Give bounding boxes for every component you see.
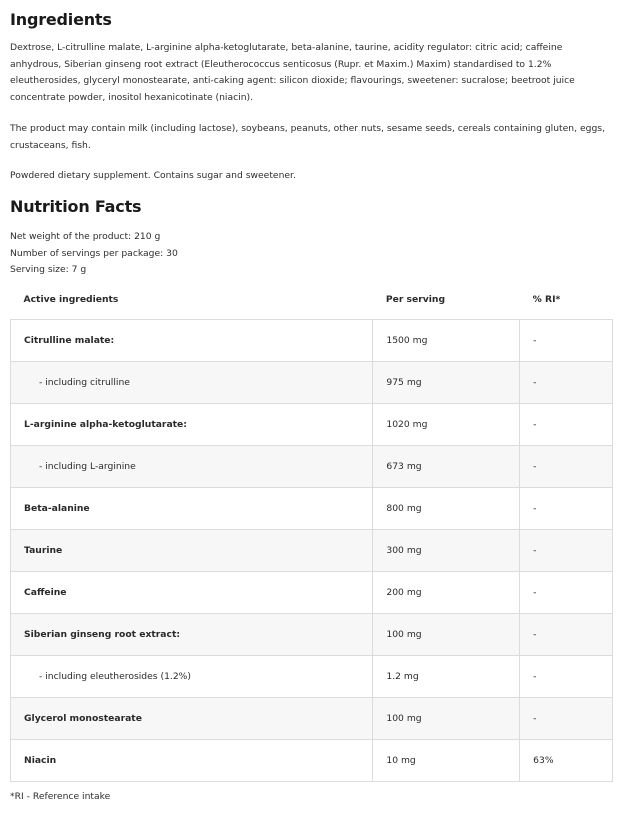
table-row <box>11 362 613 404</box>
ingredient-ri: - <box>520 446 613 488</box>
column-header-ingredient: Active ingredients <box>23 293 119 305</box>
nutrition-table <box>10 279 613 782</box>
ingredient-amount: 100 mg <box>373 614 520 656</box>
table-row <box>11 530 613 572</box>
ingredient-name: Beta-alanine <box>11 488 373 530</box>
column-header-per-serving: Per serving <box>385 293 446 305</box>
table-row <box>11 656 613 698</box>
ingredient-name: L-arginine alpha-ketoglutarate: <box>11 404 373 446</box>
ingredient-ri: - <box>520 572 613 614</box>
ingredient-amount: 673 mg <box>373 446 520 488</box>
product-description: Powdered dietary supplement. Contains sugar and sweetener. <box>10 170 296 181</box>
ingredient-amount: 10 mg <box>373 740 520 782</box>
servings-per-package: Number of servings per package: 30 <box>10 247 178 259</box>
ingredient-name: Niacin <box>11 740 373 782</box>
table-row <box>11 614 613 656</box>
nutrition-heading: Nutrition Facts <box>10 197 142 216</box>
ingredient-amount: 975 mg <box>373 362 520 404</box>
ingredient-name: - including citrulline <box>11 362 373 404</box>
ingredient-ri: - <box>520 530 613 572</box>
table-row <box>11 572 613 614</box>
ingredient-name: Taurine <box>11 530 373 572</box>
column-header-ri: % RI* <box>532 293 561 305</box>
ingredient-ri: - <box>520 404 613 446</box>
ingredient-amount: 100 mg <box>373 698 520 740</box>
ingredient-amount: 800 mg <box>373 488 520 530</box>
ingredient-amount: 1020 mg <box>373 404 520 446</box>
ingredient-name: Siberian ginseng root extract: <box>11 614 373 656</box>
ingredient-name: - including eleutherosides (1.2%) <box>11 656 373 698</box>
table-header-row <box>11 279 613 320</box>
ingredient-name: Glycerol monostearate <box>11 698 373 740</box>
ingredient-ri: - <box>520 656 613 698</box>
ingredient-name: Caffeine <box>11 572 373 614</box>
ingredient-ri: - <box>520 320 613 362</box>
ingredient-ri: 63% <box>520 740 613 782</box>
ingredient-name: Citrulline malate: <box>11 320 373 362</box>
table-row <box>11 698 613 740</box>
ingredient-ri: - <box>520 488 613 530</box>
ingredient-amount: 300 mg <box>373 530 520 572</box>
nutrition-meta <box>10 229 178 279</box>
ingredient-ri: - <box>520 698 613 740</box>
ingredient-amount: 1.2 mg <box>373 656 520 698</box>
serving-size: Serving size: 7 g <box>10 264 87 275</box>
allergen-statement: The product may contain milk (including lactose), soybeans, peanuts, other nuts, sesame seeds, cereals containing gluten, eggs, crustaceans, fish. <box>10 123 605 151</box>
ingredient-name: - including L-arginine <box>11 446 373 488</box>
net-weight: Net weight of the product: 210 g <box>10 231 161 242</box>
footnote: *RI - Reference intake <box>10 791 111 802</box>
ingredient-amount: 200 mg <box>373 572 520 614</box>
ingredient-amount: 1500 mg <box>373 320 520 362</box>
table-row <box>11 488 613 530</box>
ingredient-ri: - <box>520 614 613 656</box>
table-row <box>11 404 613 446</box>
ingredient-ri: - <box>520 362 613 404</box>
table-row <box>11 320 613 362</box>
ingredients-heading: Ingredients <box>10 10 112 29</box>
table-row <box>11 446 613 488</box>
ingredients-list: Dextrose, L-citrulline malate, L-arginine alpha-ketoglutarate, beta-alanine, taurine, acidity regulator: citric acid; caffeine anhydrous, Siberian ginseng root extract (Eleutherococcus senticosus (Rupr. et Maxim.) Maxim) standardised to 1.2% eleutherosides, glyceryl monostearate, anti-caking agent: silicon dioxide; flavourings, sweetener: sucralose; beetroot juice concentrate powder, inositol hexanicotinate (niacin). <box>10 42 575 103</box>
table-row <box>11 740 613 782</box>
